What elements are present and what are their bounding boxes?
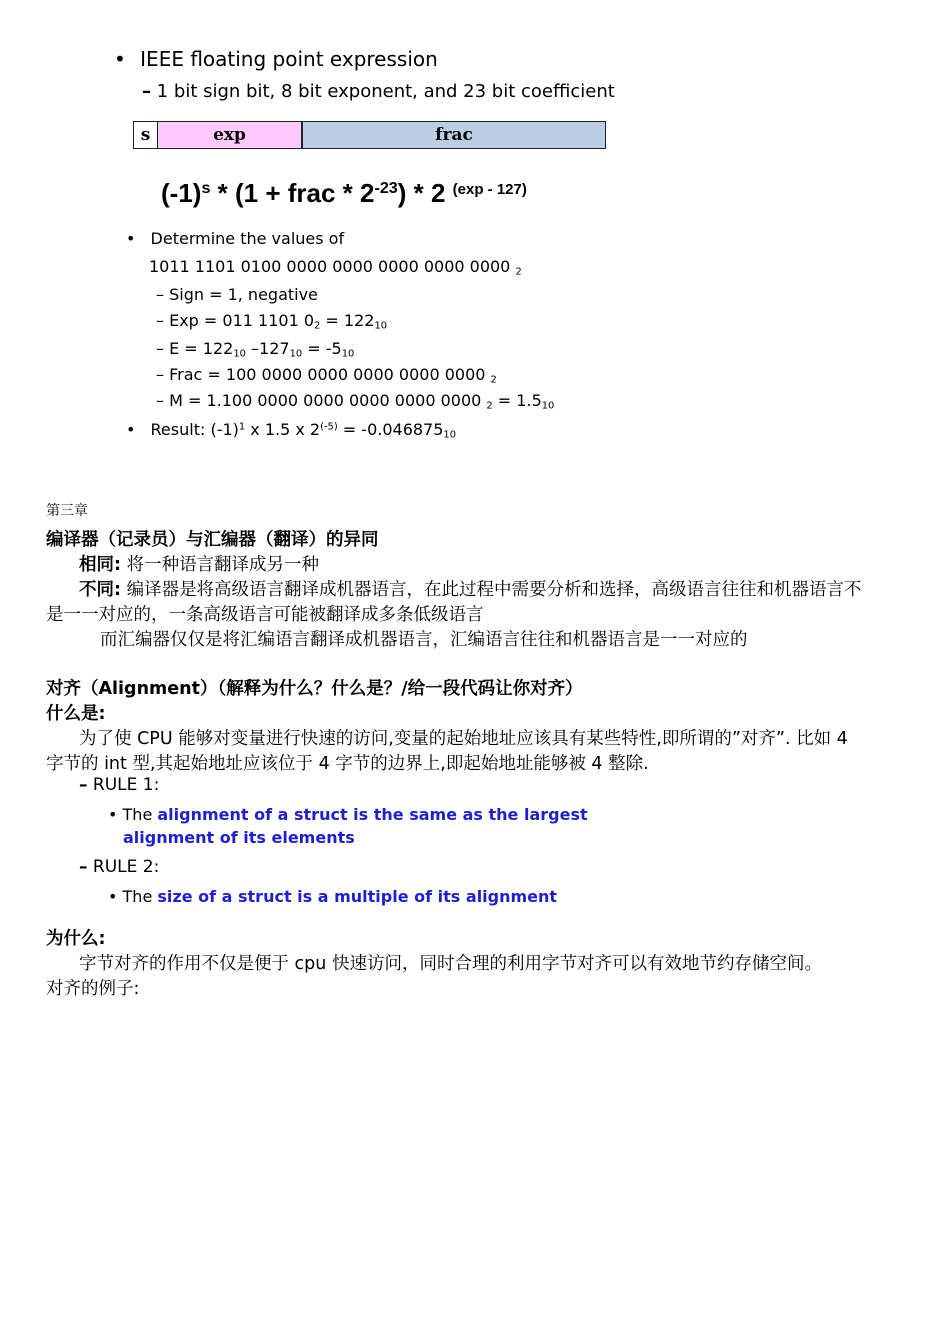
field-frac	[302, 121, 606, 149]
rule2-the: The	[122, 887, 158, 906]
result-text: = -0.046875	[337, 420, 444, 439]
line-sign	[156, 285, 318, 304]
example-label: 对齐的例子:	[46, 979, 140, 999]
sign-text: Sign = 1, negative	[169, 285, 318, 304]
exp-sub: 2	[314, 320, 321, 332]
diff-line-3: 而汇编器仅仅是将汇编语言翻译成机器语言，汇编语言往往和机器语言是一一对应的	[100, 630, 748, 650]
why-label: 为什么:	[46, 929, 106, 949]
field-exp	[157, 121, 302, 149]
line-frac	[156, 365, 497, 385]
formula-sup: -23	[374, 179, 398, 198]
line-e	[156, 339, 354, 359]
formula-part: (-1)	[161, 178, 202, 208]
result-text: Result: (-1)	[150, 420, 239, 439]
exp-text: = 122	[320, 311, 375, 330]
formula-sup: (exp - 127)	[452, 180, 527, 198]
rule1-bullet	[108, 805, 588, 824]
exp-text: Exp = 011 1101 0	[169, 311, 315, 330]
frac-sub: 2	[490, 374, 497, 386]
formula-part: ) * 2	[397, 178, 453, 208]
bullet-determine	[126, 229, 344, 248]
dash: –	[142, 81, 151, 102]
rule2-text: size of a struct is a multiple of its alignment	[157, 887, 558, 906]
field-sign-label: s	[140, 125, 151, 145]
e-sub: 10	[289, 348, 303, 360]
ieee-subpoint	[142, 81, 615, 102]
exp-sub: 10	[374, 320, 388, 332]
chapter-title: 编译器（记录员）与汇编器（翻译）的异同	[46, 530, 379, 550]
dash: –	[79, 857, 88, 877]
diff-label: 不同:	[79, 580, 121, 600]
rule1-line	[79, 775, 159, 795]
m-sub: 2	[486, 400, 493, 412]
ieee-sub: 1 bit sign bit, 8 bit exponent, and 23 bit coefficient	[156, 81, 615, 102]
dash: –	[156, 339, 164, 358]
what-text-2: 字节的 int 型,其起始地址应该位于 4 字节的边界上,即起始地址能够被 4 整除.	[46, 754, 649, 774]
result-sup: (-5)	[320, 421, 338, 433]
rule2-bullet	[108, 887, 557, 906]
dash: –	[156, 391, 164, 410]
what-label: 什么是:	[46, 704, 106, 724]
e-text: E = 122	[169, 339, 234, 358]
field-frac-label: frac	[435, 125, 473, 145]
bullet-dot: •	[126, 229, 136, 248]
e-sub: 10	[341, 348, 355, 360]
m-text: = 1.5	[492, 391, 542, 410]
formula-part: * (1 + frac * 2	[210, 178, 375, 208]
diff-line	[79, 576, 862, 601]
e-text: = -5	[302, 339, 342, 358]
bullet-dot: •	[108, 805, 118, 824]
ieee-formula	[161, 178, 527, 209]
diff-line-2: 是一一对应的，一条高级语言可能被翻译成多条低级语言	[46, 605, 484, 625]
rule2-line	[79, 857, 159, 877]
bullet-result	[126, 420, 456, 440]
ieee-heading: IEEE floating point expression	[140, 47, 438, 71]
same-label: 相同:	[79, 555, 121, 575]
bit-pattern	[149, 257, 522, 277]
why-text: 字节对齐的作用不仅是便于 cpu 快速访问，同时合理的利用字节对齐可以有效地节约存储空间。	[79, 954, 822, 974]
bits-sub: 2	[515, 266, 522, 278]
chapter-label: 第三章	[46, 503, 88, 519]
field-sign	[133, 121, 158, 149]
bullet-dot: •	[126, 420, 136, 439]
same-line	[79, 551, 319, 576]
bullet-dot: •	[108, 887, 118, 906]
result-sup: 1	[238, 421, 246, 433]
bullet-ieee	[114, 47, 438, 71]
result-sub: 10	[443, 429, 457, 441]
bullet-dot: •	[114, 47, 126, 71]
determine-text: Determine the values of	[150, 229, 345, 248]
same-text: 将一种语言翻译成另一种	[121, 555, 320, 575]
formula-sup: s	[201, 179, 211, 198]
field-exp-label: exp	[213, 125, 246, 145]
result-text: x 1.5 x 2	[245, 420, 321, 439]
frac-text: Frac = 100 0000 0000 0000 0000 0000	[169, 365, 486, 384]
dash: –	[156, 311, 164, 330]
e-sub: 10	[233, 348, 246, 360]
bits-text: 1011 1101 0100 0000 0000 0000 0000 0000	[149, 257, 511, 276]
m-text: M = 1.100 0000 0000 0000 0000 0000	[169, 391, 482, 410]
rule1-label: RULE 1:	[92, 775, 160, 795]
dash: –	[79, 775, 88, 795]
rule2-label: RULE 2:	[92, 857, 160, 877]
dash: –	[156, 365, 164, 384]
rule1-text-2: alignment of its elements	[123, 828, 355, 847]
what-text-1: 为了使 CPU 能够对变量进行快速的访问,变量的起始地址应该具有某些特性,即所谓的”对齐”. 比如 4	[79, 729, 848, 749]
line-exp	[156, 311, 387, 331]
dash: –	[156, 285, 164, 304]
rule1-the: The	[122, 805, 158, 824]
m-sub: 10	[541, 400, 555, 412]
alignment-title: 对齐（Alignment）（解释为什么？什么是？/给一段代码让你对齐）	[46, 679, 583, 699]
e-text: –127	[245, 339, 290, 358]
line-m	[156, 391, 554, 411]
rule1-text-1: alignment of a struct is the same as the largest	[157, 805, 588, 824]
diff-text: 编译器是将高级语言翻译成机器语言，在此过程中需要分析和选择，高级语言往往和机器语言不	[121, 580, 862, 600]
